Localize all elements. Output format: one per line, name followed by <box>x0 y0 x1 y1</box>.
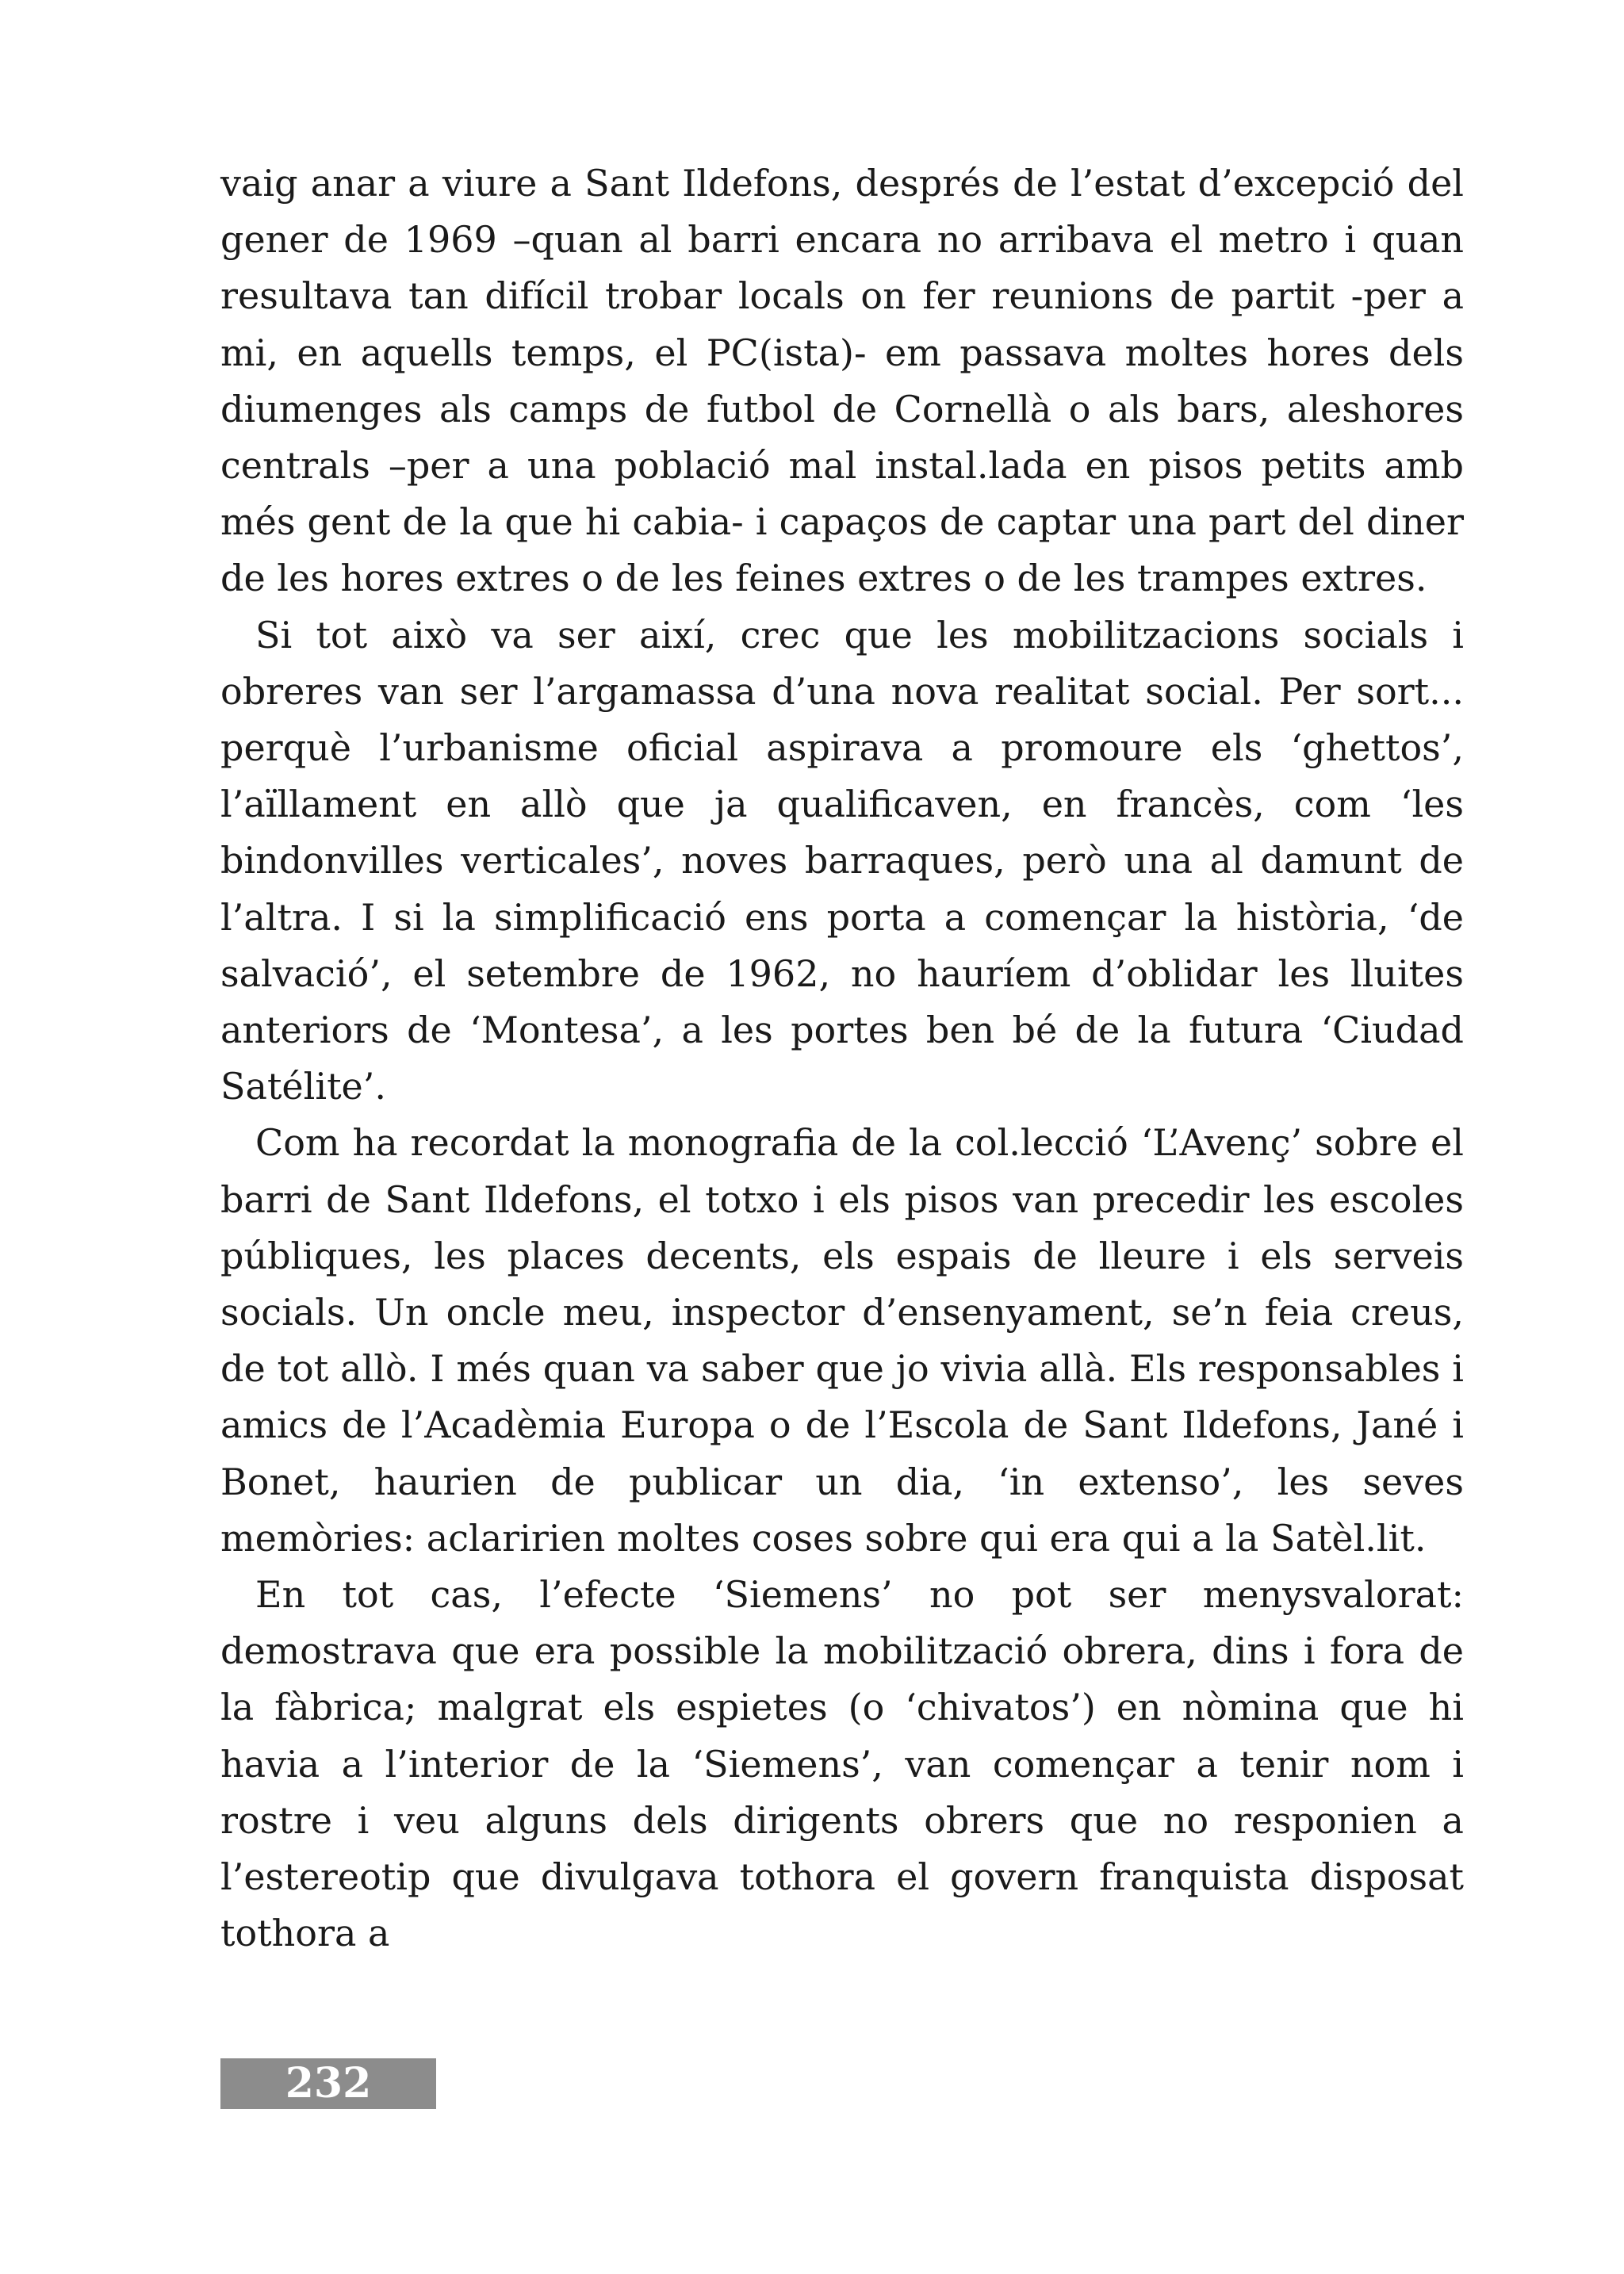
paragraph-3: Com ha recordat la monografia de la col.lecció ‘L’Avenç’ sobre el barri de Sant Ildefons, el totxo i els pisos van precedir les escoles públiques, les places decents, els espais de lleure i els serveis socials. Un oncle meu, inspector d’ensenyament, se’n feia creus, de tot allò. I més quan va saber que jo vivia allà. Els responsables i amics de l’Acadèmia Europa o de l’Escola de Sant Ildefons, Jané i Bonet, haurien de publicar un dia, ‘in extenso’, les seves memòries: aclaririen moltes coses sobre qui era qui a la Satèl.lit. <box>220 1121 1464 1560</box>
paragraph-1: vaig anar a viure a Sant Ildefons, després de l’estat d’excepció del gener de 1969 –quan al barri encara no arribava el metro i quan resultava tan difícil trobar locals on fer reunions de partit -per a mi, en aquells temps, el PC(ista)- em passava moltes hores dels diumenges als camps de futbol de Cornellà o als bars, aleshores centrals –per a una població mal instal.lada en pisos petits amb més gent de la que hi cabia- i capaços de captar una part del diner de les hores extres o de les feines extres o de les trampes extres. <box>220 162 1464 600</box>
page-number-badge: 232 <box>220 2058 436 2109</box>
body-text <box>220 155 1464 1962</box>
paragraph-4: En tot cas, l’efecte ‘Siemens’ no pot ser menysvalorat: demostrava que era possible la mobilització obrera, dins i fora de la fàbrica; malgrat els espietes (o ‘chivatos’) en nòmina que hi havia a l’interior de la ‘Siemens’, van començar a tenir nom i rostre i veu alguns dels dirigents obrers que no responien a l’estereotip que divulgava tothora el govern franquista disposat tothora a <box>220 1573 1464 1955</box>
paragraph-2: Si tot això va ser així, crec que les mobilitzacions socials i obreres van ser l’argamassa d’una nova realitat social. Per sort... perquè l’urbanisme oficial aspirava a promoure els ‘ghettos’, l’aïllament en allò que ja qualificaven, en francès, com ‘les bindonvilles verticales’, noves barraques, però una al damunt de l’altra. I si la simplificació ens porta a començar la història, ‘de salvació’, el setembre de 1962, no hauríem d’oblidar les lluites anteriors de ‘Montesa’, a les portes ben bé de la futura ‘Ciudad Satélite’. <box>220 613 1464 1108</box>
